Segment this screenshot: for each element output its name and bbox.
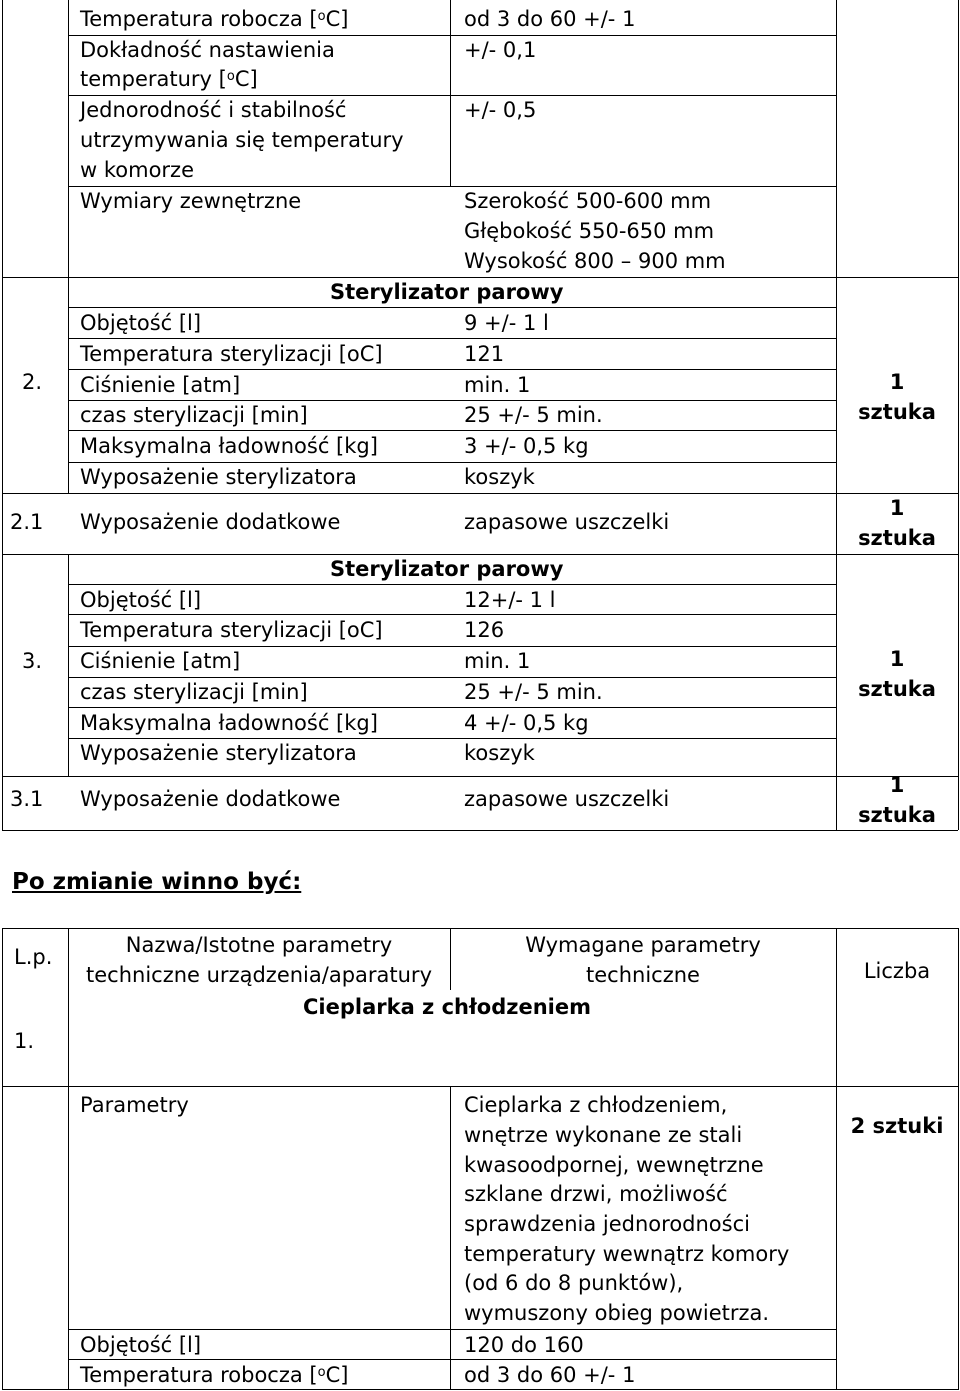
param-value: od 3 do 60 +/- 1 xyxy=(464,7,636,31)
table-border xyxy=(2,928,958,929)
param-label: Wyposażenie sterylizatora xyxy=(80,465,357,489)
table-border xyxy=(958,928,959,1390)
param-value: Cieplarka z chłodzeniem, xyxy=(464,1093,728,1117)
param-value: sprawdzenia jednorodności xyxy=(464,1212,750,1236)
quantity-unit: sztuka xyxy=(858,803,936,827)
param-label: Dokładność nastawienia xyxy=(80,38,335,62)
section-title: Cieplarka z chłodzeniem xyxy=(303,995,591,1019)
param-label: utrzymywania się temperatury xyxy=(80,128,404,152)
param-value: min. 1 xyxy=(464,649,531,673)
param-label: Objętość [l] xyxy=(80,311,202,335)
param-value: od 3 do 60 +/- 1 xyxy=(464,1363,636,1387)
change-heading: Po zmianie winno być: xyxy=(12,869,302,895)
param-value: 25 +/- 5 min. xyxy=(464,403,603,427)
table-border xyxy=(2,493,958,494)
quantity-unit: sztuka xyxy=(858,677,936,701)
param-value: 12+/- 1 l xyxy=(464,588,556,612)
param-value: koszyk xyxy=(464,465,535,489)
param-label: temperatury [$^o$C] xyxy=(80,67,258,91)
param-label: Objętość [l] xyxy=(80,588,202,612)
quantity: 1 xyxy=(889,370,905,394)
param-label: Wyposażenie dodatkowe xyxy=(80,510,341,534)
col-header-params: Wymagane parametry xyxy=(525,933,761,957)
row-number: 1. xyxy=(14,1029,35,1053)
param-value: wymuszony obieg powietrza. xyxy=(464,1301,770,1325)
table-border xyxy=(2,928,3,1390)
param-value: Głębokość 550-650 mm xyxy=(464,219,715,243)
quantity: 2 sztuki xyxy=(850,1114,944,1138)
param-value: min. 1 xyxy=(464,373,531,397)
table-border xyxy=(68,554,69,776)
param-value: szklane drzwi, możliwość xyxy=(464,1182,728,1206)
param-label: Ciśnienie [atm] xyxy=(80,373,241,397)
param-value: 121 xyxy=(464,342,505,366)
param-label: czas sterylizacji [min] xyxy=(80,680,308,704)
row-number: 3.1 xyxy=(10,787,44,811)
param-value: kwasoodpornej, wewnętrzne xyxy=(464,1153,764,1177)
param-value: 9 +/- 1 l xyxy=(464,311,549,335)
row-number: 2. xyxy=(22,370,43,394)
col-header-name: techniczne urządzenia/aparatury xyxy=(86,963,432,987)
param-value: zapasowe uszczelki xyxy=(464,787,670,811)
param-label: Objętość [l] xyxy=(80,1333,202,1357)
param-label: czas sterylizacji [min] xyxy=(80,403,308,427)
quantity: 1 xyxy=(889,773,905,797)
section-title: Sterylizator parowy xyxy=(330,280,564,304)
table-border xyxy=(68,0,69,493)
table-border xyxy=(2,1086,958,1087)
table-border xyxy=(2,776,958,777)
param-label: Maksymalna ładowność [kg] xyxy=(80,711,378,735)
table-border xyxy=(2,830,958,831)
lp-header: L.p. xyxy=(14,945,53,969)
table-border xyxy=(450,0,451,186)
param-value: 3 +/- 0,5 kg xyxy=(464,434,589,458)
param-label: Temperatura robocza [$^o$C] xyxy=(80,7,349,31)
table-border xyxy=(836,928,837,1390)
param-value: wnętrze wykonane ze stali xyxy=(464,1123,743,1147)
quantity-unit: sztuka xyxy=(858,526,936,550)
param-value: Wysokość 800 – 900 mm xyxy=(464,249,726,273)
quantity-unit: sztuka xyxy=(858,400,936,424)
param-label: Wymiary zewnętrzne xyxy=(80,189,302,213)
param-value: koszyk xyxy=(464,741,535,765)
param-value: 25 +/- 5 min. xyxy=(464,680,603,704)
table-border xyxy=(2,0,3,830)
param-label: Jednorodność i stabilność xyxy=(80,98,347,122)
param-label: w komorze xyxy=(80,158,194,182)
param-label: Maksymalna ładowność [kg] xyxy=(80,434,378,458)
quantity: 1 xyxy=(889,647,905,671)
col-header-name: Nazwa/Istotne parametry xyxy=(125,933,393,957)
param-value: Szerokość 500-600 mm xyxy=(464,189,712,213)
param-label: Temperatura sterylizacji [oC] xyxy=(80,618,383,642)
col-header-params: techniczne xyxy=(586,963,700,987)
col-header-quantity: Liczba xyxy=(863,959,931,983)
param-value: +/- 0,1 xyxy=(464,38,537,62)
row-number: 3. xyxy=(22,649,43,673)
param-value: 126 xyxy=(464,618,505,642)
param-value: (od 6 do 8 punktów), xyxy=(464,1271,684,1295)
param-label: Temperatura robocza [$^o$C] xyxy=(80,1363,349,1387)
section-title: Sterylizator parowy xyxy=(330,557,564,581)
param-label: Wyposażenie dodatkowe xyxy=(80,787,341,811)
param-label: Parametry xyxy=(80,1093,189,1117)
param-value: 120 do 160 xyxy=(464,1333,584,1357)
param-label: Wyposażenie sterylizatora xyxy=(80,741,357,765)
row-number: 2.1 xyxy=(10,510,44,534)
param-value: zapasowe uszczelki xyxy=(464,510,670,534)
param-value: +/- 0,5 xyxy=(464,98,537,122)
table-border xyxy=(68,928,69,1390)
param-value: temperatury wewnątrz komory xyxy=(464,1242,790,1266)
param-label: Ciśnienie [atm] xyxy=(80,649,241,673)
param-value: 4 +/- 0,5 kg xyxy=(464,711,589,735)
table-border xyxy=(450,1086,451,1390)
table-border xyxy=(958,0,959,830)
param-label: Temperatura sterylizacji [oC] xyxy=(80,342,383,366)
quantity: 1 xyxy=(889,496,905,520)
